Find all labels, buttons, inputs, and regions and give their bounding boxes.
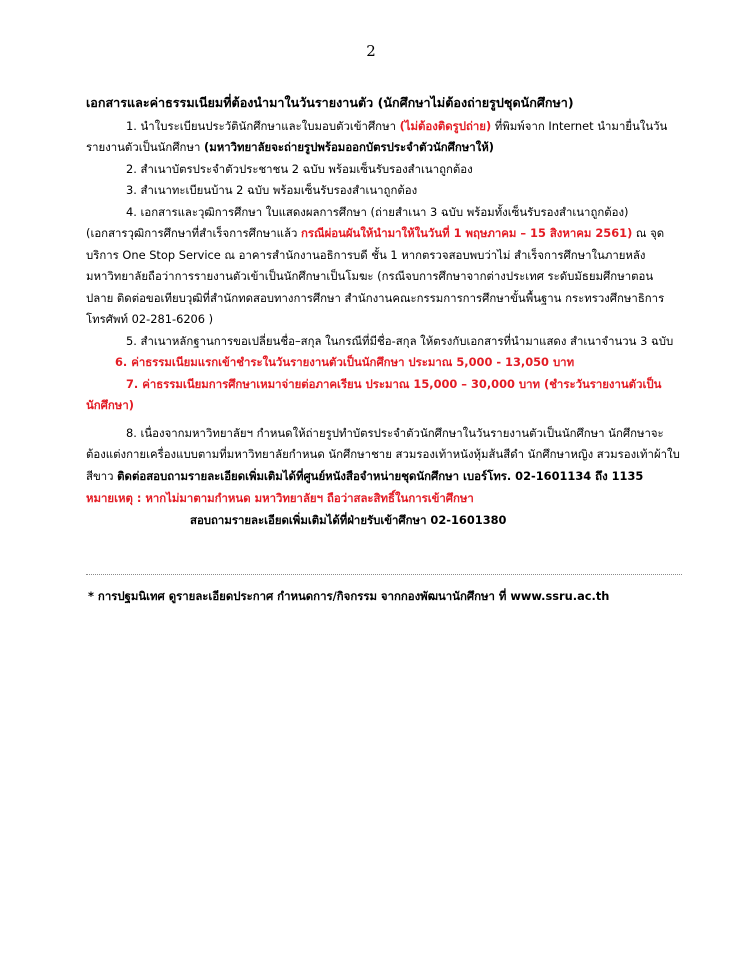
section-heading: เอกสารและค่าธรรมเนียมที่ต้องนำมาในวันรายงานตัว (นักศึกษาไม่ต้องถ่ายรูปชุดนักศึกษา) (86, 95, 574, 110)
item-1-highlight: (ไม่ต้องติดรูปถ่าย) (399, 118, 492, 133)
page-number: 2 (366, 42, 376, 60)
item-8 (86, 423, 680, 488)
item-8-contact: ติดต่อสอบถามรายละเอียดเพิ่มเติมได้ที่ศูนย์หนังสือจำหน่ายชุดนักศึกษา เบอร์โทร. 02-1601134 ถึง 1135 (117, 468, 644, 483)
item-2: 2. สำเนาบัตรประจำตัวประชาชน 2 ฉบับ พร้อมเซ็นรับรองสำเนาถูกต้อง (126, 161, 473, 176)
item-1-text-cont: ที่พิมพ์จาก Internet นำมายื่นในวันรายงานตัวเป็นนักศึกษา (86, 118, 668, 154)
document-body (86, 92, 680, 531)
item-4-details: ณ จุดบริการ One Stop Service ณ อาคารสำนักงานอธิการบดี ชั้น 1 หากตรวจสอบพบว่าไม่ สำเร็จการศึกษาในภายหลัง มหาวิทยาลัยถือว่าการรายงานตัวเข้าเป็นนักศึกษาเป็นโมฆะ (กรณีจบการศึกษาจากต่างประเทศ ระดับมัธยมศึกษาตอนปลาย ติดต่อขอเทียบวุฒิที่สำนักทดสอบทางการศึกษา สำนักงานคณะกรรมการการศึกษาขั้นพื้นฐาน กระทรวงศึกษาธิการ โทรศัพท์ 02-281-6206 ) (86, 226, 665, 326)
dotted-divider (86, 574, 682, 575)
item-4-body (86, 223, 680, 331)
note-label: หมายเหตุ : หากไม่มาตามกำหนด มหาวิทยาลัยฯ ถือว่าสละสิทธิ์ในการเข้าศึกษา (86, 491, 474, 505)
item-7-fee: 7. ค่าธรรมเนียมการศึกษาเหมาจ่ายต่อภาคเรียน ประมาณ 15,000 – 30,000 บาท (ชำระวันรายงานตัวเป็นนักศึกษา) (86, 376, 662, 412)
note-contact: สอบถามรายละเอียดเพิ่มเติมได้ที่ฝ่ายรับเข้าศึกษา 02-1601380 (190, 512, 507, 527)
item-6-fee: 6. ค่าธรรมเนียมแรกเข้าชำระในวันรายงานตัวเป็นนักศึกษา ประมาณ 5,000 - 13,050 บาท (115, 355, 575, 369)
item-4-deadline: กรณีผ่อนผันให้นำมาให้ในวันที่ 1 พฤษภาคม – 15 สิงหาคม 2561) (301, 226, 633, 240)
item-1 (86, 116, 680, 159)
item-8-text: 8. เนื่องจากมหาวิทยาลัยฯ กำหนดให้ถ่ายรูปทำบัตรประจำตัวนักศึกษาในวันรายงานตัวเป็นนักศึกษา นักศึกษาจะต้องแต่งกายเครื่องแบบตามที่มหาวิทยาลัยกำหนด นักศึกษาชาย สวมรองเท้าหนังหุ้มส้นสีดำ นักศึกษาหญิง สวมรองเท้าผ้าใบสีขาว (86, 425, 680, 483)
item-3: 3. สำเนาทะเบียนบ้าน 2 ฉบับ พร้อมเซ็นรับรองสำเนาถูกต้อง (126, 183, 418, 197)
item-4-line: 4. เอกสารและวุฒิการศึกษา ใบแสดงผลการศึกษา (ถ่ายสำเนา 3 ฉบับ พร้อมทั้งเซ็นรับรองสำเนาถูกต้อง) (126, 204, 629, 219)
footer-note: * การปฐมนิเทศ ดูรายละเอียดประกาศ กำหนดการ/กิจกรรม จากกองพัฒนานักศึกษา ที่ www.ssru.ac.th (88, 589, 610, 603)
item-5: 5. สำเนาหลักฐานการขอเปลี่ยนชื่อ–สกุล ในกรณีที่มีชื่อ-สกุล ให้ตรงกับเอกสารที่นำมาแสดง สำเนาจำนวน 3 ฉบับ (126, 333, 674, 348)
item-1-bold-note: (มหาวิทยาลัยจะถ่ายรูปพร้อมออกบัตรประจำตัวนักศึกษาให้) (203, 140, 494, 154)
item-4-text: (เอกสารวุฒิการศึกษาที่สำเร็จการศึกษาแล้ว (86, 226, 301, 240)
item-1-text: 1. นำใบระเบียนประวัตินักศึกษาและใบมอบตัวเข้าศึกษา (126, 118, 400, 133)
